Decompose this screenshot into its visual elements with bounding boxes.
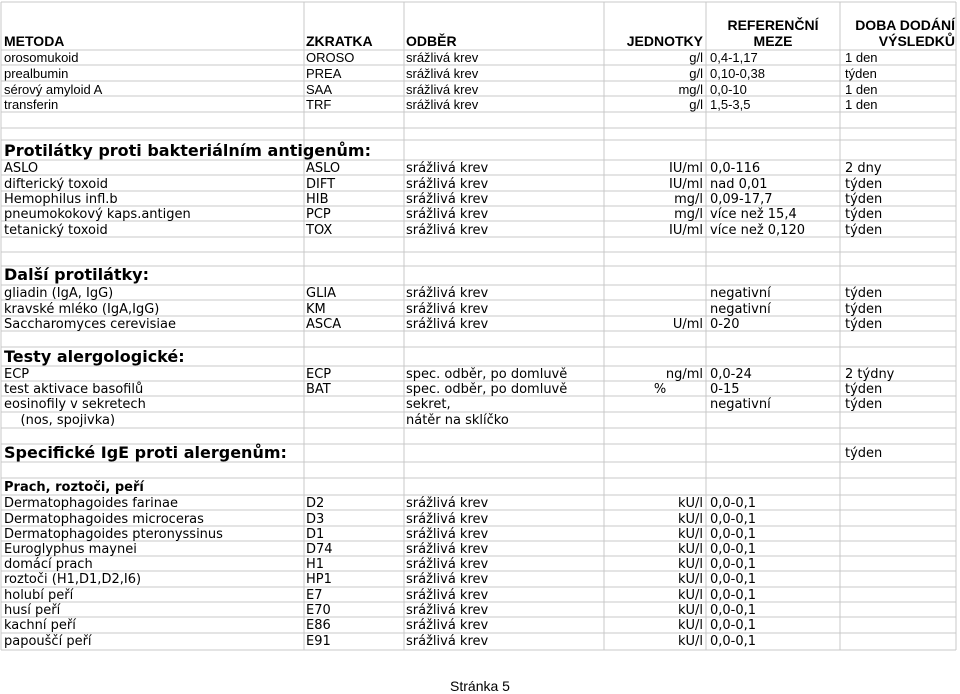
method-name: eosinofily v sekretech xyxy=(4,397,146,412)
unit: g/l xyxy=(689,66,703,81)
abbreviation: ECP xyxy=(306,367,332,382)
unit: mg/l xyxy=(674,207,703,222)
unit: U/ml xyxy=(672,317,703,332)
sample-type: srážlivá krev xyxy=(406,496,489,511)
abbreviation: GLIA xyxy=(306,286,337,301)
sample-type: spec. odběr, po domluvě xyxy=(406,367,568,382)
sample-type: srážlivá krev xyxy=(406,97,479,112)
reference-range: 0,10-0,38 xyxy=(710,66,765,81)
abbreviation: ASLO xyxy=(306,161,341,176)
section-heading: Specifické IgE proti alergenům: xyxy=(4,443,287,462)
abbreviation: PREA xyxy=(306,66,342,81)
method-name: Hemophilus infl.b xyxy=(4,192,118,207)
reference-range: 0,0-0,1 xyxy=(710,634,757,649)
method-name: Saccharomyces cerevisiae xyxy=(4,317,176,332)
delivery-time: týden xyxy=(845,382,883,397)
method-name: prealbumin xyxy=(4,66,69,81)
reference-range: 0-20 xyxy=(710,317,740,332)
delivery-time: týden xyxy=(845,317,883,332)
method-name: Dermatophagoides farinae xyxy=(4,496,178,511)
unit: kU/l xyxy=(677,542,703,557)
abbreviation: PCP xyxy=(306,207,331,222)
delivery-time: týden xyxy=(845,446,883,461)
sample-type: srážlivá krev xyxy=(406,603,489,618)
method-name: test aktivace basofilů xyxy=(4,382,144,397)
header-jednotky: JEDNOTKY xyxy=(626,33,703,49)
method-name: Dermatophagoides pteronyssinus xyxy=(4,527,223,542)
unit: ng/ml xyxy=(665,367,703,382)
sample-type: srážlivá krev xyxy=(406,512,489,527)
unit: IU/ml xyxy=(668,223,703,238)
header-odber: ODBĚR xyxy=(406,33,457,49)
sample-type: nátěr na sklíčko xyxy=(406,413,509,428)
reference-range: 0,0-0,1 xyxy=(710,572,757,587)
method-name: transferin xyxy=(4,97,59,112)
delivery-time: 1 den xyxy=(845,97,878,112)
reference-range: 0-15 xyxy=(710,382,740,397)
unit: IU/ml xyxy=(668,177,703,192)
abbreviation: HP1 xyxy=(306,572,332,587)
sample-type: srážlivá krev xyxy=(406,572,489,587)
abbreviation: D74 xyxy=(306,542,333,557)
abbreviation: TOX xyxy=(306,223,333,238)
method-name: gliadin (IgA, IgG) xyxy=(4,286,114,301)
page-footer: Stránka 5 xyxy=(450,678,510,694)
abbreviation: ASCA xyxy=(306,317,342,332)
sample-type: srážlivá krev xyxy=(406,82,479,97)
unit: kU/l xyxy=(677,618,703,633)
sample-type: srážlivá krev xyxy=(406,302,489,317)
reference-range: 0,0-0,1 xyxy=(710,496,757,511)
method-name: ECP xyxy=(4,367,30,382)
sample-type: srážlivá krev xyxy=(406,66,479,81)
abbreviation: E86 xyxy=(306,618,331,633)
header-doba-dodani: DOBA DODÁNÍ xyxy=(855,17,955,33)
section-heading: Protilátky proti bakteriálním antigenům: xyxy=(4,141,371,160)
reference-range: 0,0-0,1 xyxy=(710,542,757,557)
unit: kU/l xyxy=(677,512,703,527)
abbreviation: E91 xyxy=(306,634,331,649)
unit: mg/l xyxy=(674,192,703,207)
method-name: Euroglyphus maynei xyxy=(4,542,137,557)
method-name: (nos, spojivka) xyxy=(4,413,116,428)
method-name: kravské mléko (IgA,IgG) xyxy=(4,302,160,317)
reference-range: 0,0-0,1 xyxy=(710,603,757,618)
section-heading: Testy alergologické: xyxy=(4,347,185,366)
unit: IU/ml xyxy=(668,161,703,176)
method-name: Dermatophagoides microceras xyxy=(4,512,204,527)
abbreviation: E70 xyxy=(306,603,331,618)
unit: kU/l xyxy=(677,634,703,649)
sample-type: srážlivá krev xyxy=(406,557,489,572)
abbreviation: D2 xyxy=(306,496,325,511)
abbreviation: HIB xyxy=(306,192,329,207)
reference-range: 0,0-0,1 xyxy=(710,588,757,603)
sample-type: srážlivá krev xyxy=(406,286,489,301)
method-name: kachní peří xyxy=(4,618,76,633)
reference-range: 0,09-17,7 xyxy=(710,192,773,207)
delivery-time: týden xyxy=(845,286,883,301)
unit: kU/l xyxy=(677,557,703,572)
reference-range: 0,0-0,1 xyxy=(710,527,757,542)
abbreviation: D1 xyxy=(306,527,325,542)
reference-range: 0,0-0,1 xyxy=(710,557,757,572)
delivery-time: týden xyxy=(845,397,883,412)
reference-range: 0,0-116 xyxy=(710,161,761,176)
reference-range: 0,4-1,17 xyxy=(710,50,758,65)
subsection-heading: Prach, roztoči, peří xyxy=(4,480,144,495)
method-name: roztoči (H1,D1,D2,I6) xyxy=(4,572,142,587)
sample-type: srážlivá krev xyxy=(406,634,489,649)
abbreviation: TRF xyxy=(306,97,332,112)
abbreviation: H1 xyxy=(306,557,325,572)
header-vysledku: VÝSLEDKŮ xyxy=(878,33,955,49)
section-heading: Další protilátky: xyxy=(4,265,150,284)
reference-range: negativní xyxy=(710,397,771,412)
unit: g/l xyxy=(689,50,703,65)
reference-range: negativní xyxy=(710,302,771,317)
method-name: difterický toxoid xyxy=(4,177,109,192)
delivery-time: 2 dny xyxy=(845,161,882,176)
sample-type: srážlivá krev xyxy=(406,223,489,238)
delivery-time: týden xyxy=(845,223,883,238)
reference-range: více než 0,120 xyxy=(710,223,805,238)
delivery-time: 2 týdny xyxy=(845,367,895,382)
reference-range: 0,0-0,1 xyxy=(710,618,757,633)
sample-type: srážlivá krev xyxy=(406,192,489,207)
header-referencni: REFERENČNÍ xyxy=(727,17,819,33)
method-name: papouščí peří xyxy=(4,634,92,649)
delivery-time: 1 den xyxy=(845,50,878,65)
sample-type: srážlivá krev xyxy=(406,527,489,542)
unit: kU/l xyxy=(677,496,703,511)
delivery-time: 1 den xyxy=(845,82,878,97)
abbreviation: KM xyxy=(306,302,326,317)
method-name: ASLO xyxy=(4,161,39,176)
header-meze: MEZE xyxy=(753,33,793,49)
sample-type: spec. odběr, po domluvě xyxy=(406,382,568,397)
sample-type: srážlivá krev xyxy=(406,161,489,176)
method-name: husí peří xyxy=(4,603,61,618)
sample-type: srážlivá krev xyxy=(406,207,489,222)
sample-type: sekret, xyxy=(406,397,451,412)
delivery-time: týden xyxy=(845,177,883,192)
unit: % xyxy=(653,382,667,397)
sample-type: srážlivá krev xyxy=(406,50,479,65)
sample-type: srážlivá krev xyxy=(406,542,489,557)
method-name: orosomukoid xyxy=(4,50,79,65)
header-zkratka: ZKRATKA xyxy=(306,33,373,49)
reference-range: negativní xyxy=(710,286,771,301)
sample-type: srážlivá krev xyxy=(406,177,489,192)
delivery-time: týden xyxy=(845,302,883,317)
header-metoda: METODA xyxy=(4,33,65,49)
reference-range: 1,5-3,5 xyxy=(710,97,751,112)
method-name: tetanický toxoid xyxy=(4,223,108,238)
delivery-time: týden xyxy=(845,66,877,81)
method-name: pneumokokový kaps.antigen xyxy=(4,207,191,222)
abbreviation: BAT xyxy=(306,382,331,397)
method-name: domácí prach xyxy=(4,557,93,572)
abbreviation: D3 xyxy=(306,512,325,527)
sample-type: srážlivá krev xyxy=(406,618,489,633)
abbreviation: SAA xyxy=(306,82,333,97)
reference-range: více než 15,4 xyxy=(710,207,797,222)
unit: kU/l xyxy=(677,572,703,587)
delivery-time: týden xyxy=(845,192,883,207)
method-name: holubí peří xyxy=(4,588,74,603)
abbreviation: E7 xyxy=(306,588,323,603)
unit: kU/l xyxy=(677,603,703,618)
reference-range: 0,0-0,1 xyxy=(710,512,757,527)
unit: g/l xyxy=(689,97,703,112)
reference-range: nad 0,01 xyxy=(710,177,768,192)
unit: kU/l xyxy=(677,588,703,603)
delivery-time: týden xyxy=(845,207,883,222)
unit: kU/l xyxy=(677,527,703,542)
method-name: sérový amyloid A xyxy=(4,82,103,97)
abbreviation: DIFT xyxy=(306,177,336,192)
sample-type: srážlivá krev xyxy=(406,317,489,332)
unit: mg/l xyxy=(678,82,703,97)
reference-range: 0,0-24 xyxy=(710,367,752,382)
abbreviation: OROSO xyxy=(306,50,355,65)
reference-range: 0,0-10 xyxy=(710,82,747,97)
sample-type: srážlivá krev xyxy=(406,588,489,603)
